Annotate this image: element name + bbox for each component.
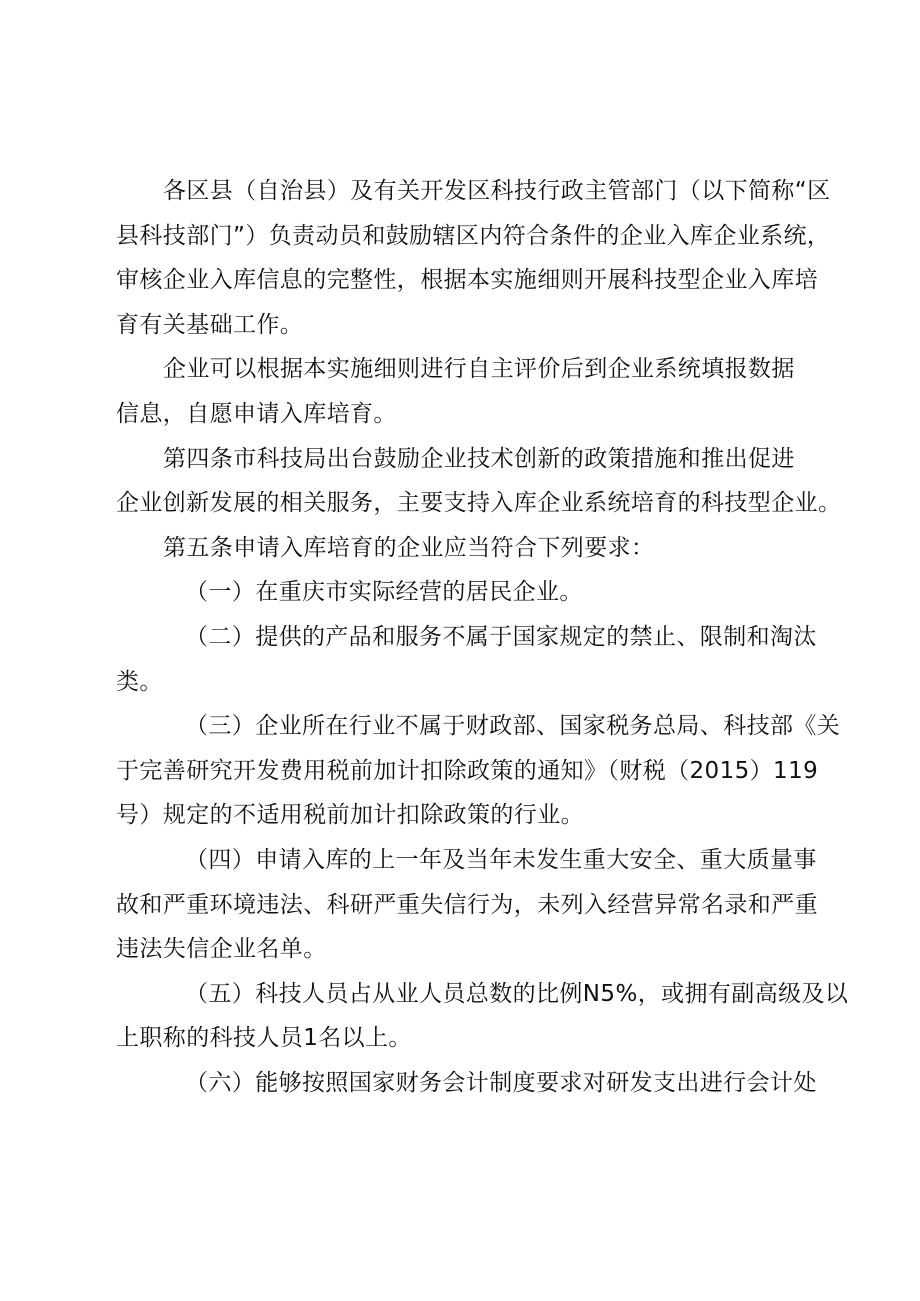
requirement-item-3 [116,704,841,838]
text-line: （五）科技人员占从业人员总数的比例N5%，或拥有副高级及以 [185,980,849,1007]
requirement-item-1 [116,570,806,615]
paragraph-article-4 [116,437,842,526]
text-line: 违法失信企业名单。 [116,936,327,963]
text-line: 上职称的科技人员1名以上。 [116,1025,412,1052]
requirement-item-4 [116,838,818,972]
text-line: （一）在重庆市实际经营的居民企业。 [185,579,583,606]
paragraph-article-5 [116,526,806,571]
text-line: 企业可以根据本实施细则进行自主评价后到企业系统填报数据 [163,356,795,383]
text-line: 于完善研究开发费用税前加计扣除政策的通知》（财税（2015）119 [116,757,819,784]
text-line: 县科技部门”）负责动员和鼓励辖区内符合条件的企业入库企业系统， [116,222,831,249]
text-line: 企业创新发展的相关服务，主要支持入库企业系统培育的科技型企业。 [116,490,842,517]
text-line: 第四条市科技局出台鼓励企业技术创新的政策措施和推出促进 [163,445,795,472]
text-line: 故和严重环境违法、科研严重失信行为，未列入经营异常名录和严重 [116,891,818,918]
text-line: 类。 [116,668,163,695]
text-line: （六）能够按照国家财务会计制度要求对研发支出进行会计处 [185,1069,817,1096]
text-line: 信息，自愿申请入库培育。 [116,400,397,427]
text-line: 号）规定的不适用税前加计扣除政策的行业。 [116,802,584,829]
text-line: 育有关基础工作。 [116,311,304,338]
requirement-item-2 [116,615,817,704]
requirement-item-6 [116,1061,817,1106]
text-line: （四）申请入库的上一年及当年未发生重大安全、重大质量事 [185,846,817,873]
text-line: 各区县（自治县）及有关开发区科技行政主管部门（以下简称“区 [163,178,831,204]
document-body [116,169,849,1105]
text-line: 审核企业入库信息的完整性，根据本实施细则开展科技型企业入库培 [116,267,818,294]
paragraph-district-departments [116,169,831,347]
text-line: （三）企业所在行业不属于财政部、国家税务总局、科技部《关 [185,713,841,740]
text-line: 第五条申请入库培育的企业应当符合下列要求： [163,534,655,561]
requirement-item-5 [116,972,849,1061]
paragraph-self-evaluation [116,347,806,436]
text-line: （二）提供的产品和服务不属于国家规定的禁止、限制和淘汰 [185,623,817,650]
